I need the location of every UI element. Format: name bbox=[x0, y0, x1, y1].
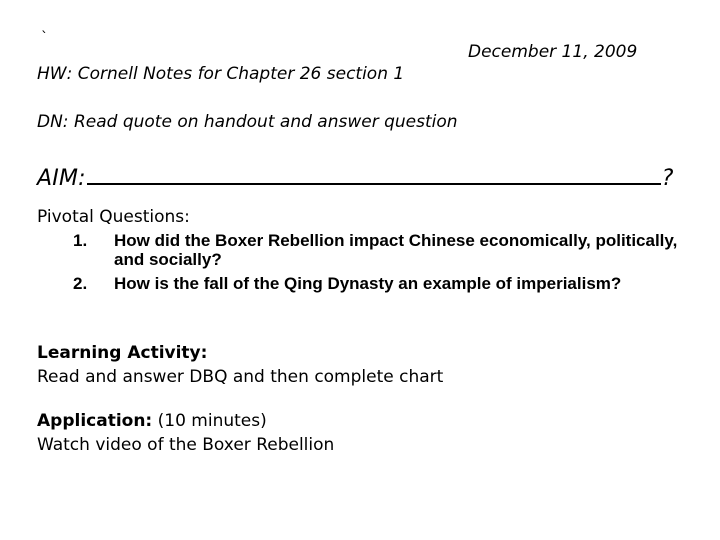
application-duration: (10 minutes) bbox=[157, 411, 267, 431]
list-item-text: How did the Boxer Rebellion impact Chinese economically, politically, and socially? bbox=[114, 231, 678, 269]
pivotal-questions-title: Pivotal Questions: bbox=[37, 207, 190, 227]
list-item-text: How is the fall of the Qing Dynasty an example of imperialism? bbox=[114, 274, 622, 293]
do-now-line: DN: Read quote on handout and answer question bbox=[37, 112, 458, 132]
list-item bbox=[62, 274, 712, 293]
application-label: Application: bbox=[37, 411, 153, 431]
pivotal-questions-list bbox=[62, 231, 712, 298]
aim-line bbox=[37, 161, 674, 191]
homework-line: HW: Cornell Notes for Chapter 26 section 1 bbox=[37, 64, 405, 84]
aim-blank[interactable] bbox=[87, 161, 661, 185]
application-heading bbox=[37, 411, 267, 431]
list-item-number: 1. bbox=[73, 231, 88, 250]
aim-label: AIM: bbox=[37, 166, 86, 191]
learning-activity-title: Learning Activity: bbox=[37, 343, 208, 363]
application-text: Watch video of the Boxer Rebellion bbox=[37, 435, 335, 455]
list-item bbox=[62, 231, 712, 269]
tick-mark: ` bbox=[41, 30, 48, 46]
list-item-number: 2. bbox=[73, 274, 88, 293]
learning-activity-text: Read and answer DBQ and then complete chart bbox=[37, 367, 444, 387]
aim-question-mark: ? bbox=[661, 166, 674, 191]
date-heading: December 11, 2009 bbox=[468, 42, 638, 62]
